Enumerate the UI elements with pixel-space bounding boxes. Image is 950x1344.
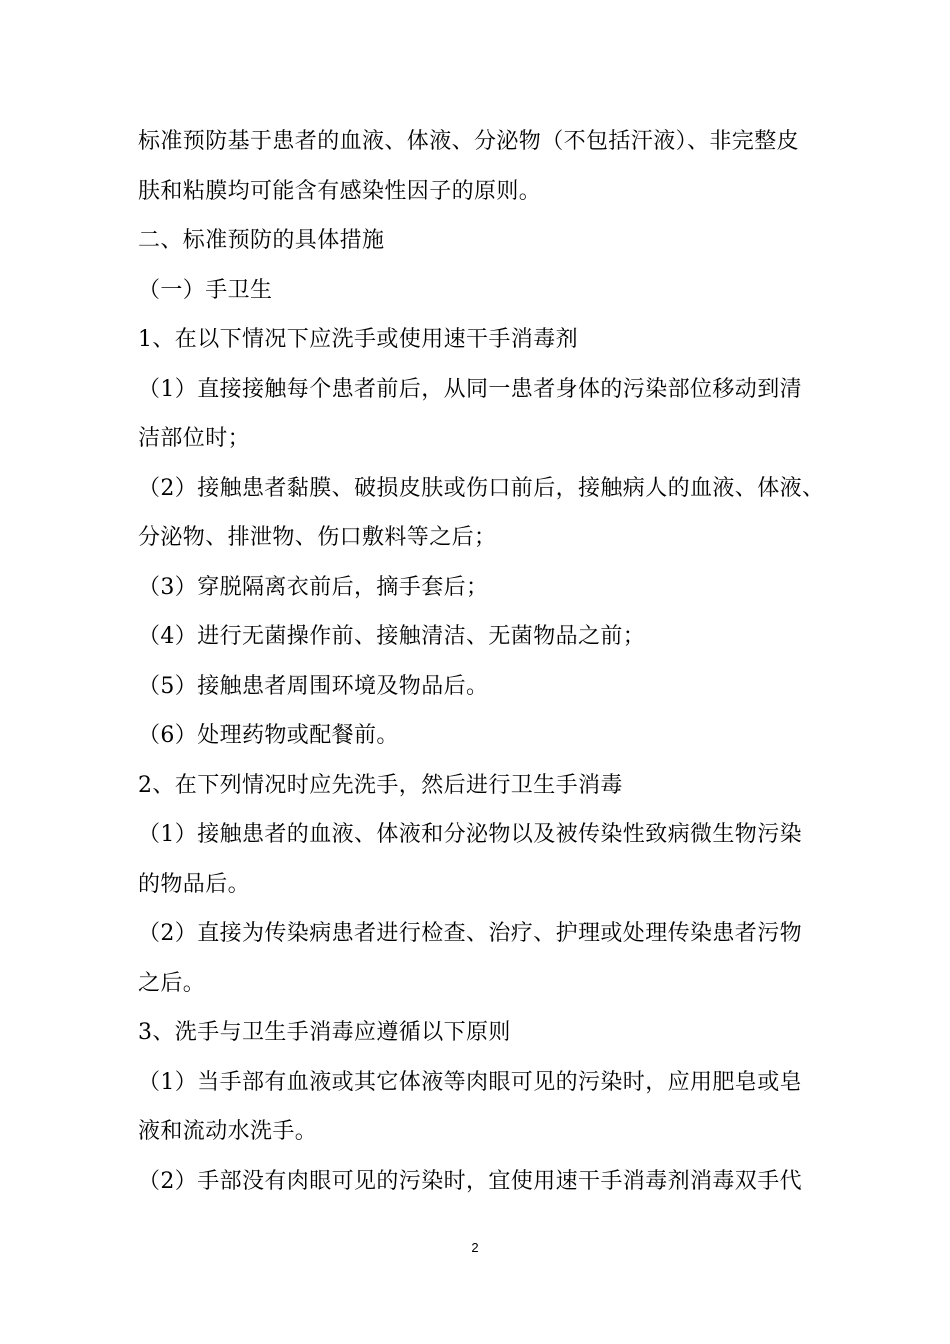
list-item-continuation: 之后。 bbox=[138, 970, 206, 996]
numbered-item-heading: 2、在下列情况时应先洗手，然后进行卫生手消毒 bbox=[138, 772, 623, 798]
list-item-continuation: 洁部位时； bbox=[138, 426, 251, 451]
list-item: （5）接触患者周围环境及物品后。 bbox=[138, 673, 489, 699]
list-item-continuation: 的物品后。 bbox=[138, 871, 251, 897]
list-item: （1）当手部有血液或其它体液等肉眼可见的污染时，应用肥皂或皂 bbox=[138, 1069, 802, 1095]
list-item-continuation: 分泌物、排泄物、伤口敷料等之后； bbox=[138, 525, 497, 550]
subsection-heading: （一）手卫生 bbox=[138, 277, 273, 303]
paragraph-line: 标准预防基于患者的血液、体液、分泌物（不包括汗液）、非完整皮 bbox=[138, 129, 800, 154]
page-number: 2 bbox=[471, 1240, 479, 1255]
list-item: （1）直接接触每个患者前后，从同一患者身体的污染部位移动到清 bbox=[138, 376, 802, 402]
numbered-item-heading: 1、在以下情况下应洗手或使用速干手消毒剂 bbox=[138, 327, 578, 352]
list-item: （2）接触患者黏膜、破损皮肤或伤口前后，接触病人的血液、体液、 bbox=[138, 475, 825, 501]
list-item: （1）接触患者的血液、体液和分泌物以及被传染性致病微生物污染 bbox=[138, 822, 802, 847]
document-body bbox=[138, 117, 825, 1206]
list-item: （3）穿脱隔离衣前后，摘手套后； bbox=[138, 574, 489, 600]
paragraph-line: 肤和粘膜均可能含有感染性因子的原则。 bbox=[138, 178, 542, 204]
list-item: （6）处理药物或配餐前。 bbox=[138, 723, 399, 748]
section-heading: 二、标准预防的具体措施 bbox=[138, 228, 385, 253]
list-item: （4）进行无菌操作前、接触清洁、无菌物品之前； bbox=[138, 624, 646, 649]
list-item: （2）手部没有肉眼可见的污染时，宜使用速干手消毒剂消毒双手代 bbox=[138, 1168, 802, 1194]
numbered-item-heading: 3、洗手与卫生手消毒应遵循以下原则 bbox=[138, 1020, 511, 1045]
list-item: （2）直接为传染病患者进行检查、治疗、护理或处理传染患者污物 bbox=[138, 921, 802, 946]
list-item-continuation: 液和流动水洗手。 bbox=[138, 1119, 318, 1144]
